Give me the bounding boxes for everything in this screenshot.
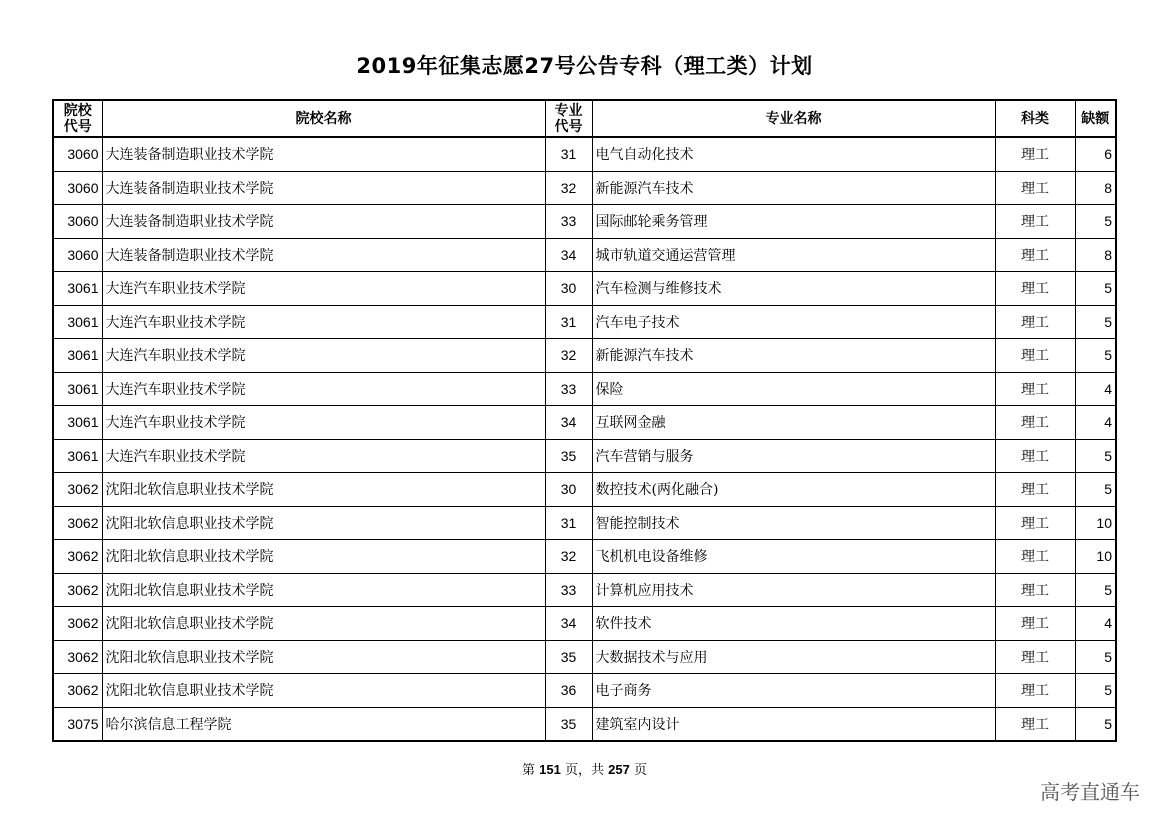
cell-school-code: 3062 xyxy=(53,573,102,607)
cell-major-code: 31 xyxy=(545,305,592,339)
table-row xyxy=(53,238,1116,272)
footer-middle: 页，共 xyxy=(564,763,604,778)
cell-major-name: 国际邮轮乘务管理 xyxy=(592,205,995,239)
cell-major-name: 互联网金融 xyxy=(592,406,995,440)
cell-major-name: 数控技术(两化融合) xyxy=(592,473,995,507)
cell-category: 理工 xyxy=(995,272,1075,306)
cell-school-code: 3061 xyxy=(53,372,102,406)
cell-category: 理工 xyxy=(995,473,1075,507)
cell-quota: 6 xyxy=(1075,137,1116,171)
cell-major-code: 31 xyxy=(545,506,592,540)
cell-school-name: 大连汽车职业技术学院 xyxy=(102,305,545,339)
page-footer xyxy=(0,759,1169,778)
cell-category: 理工 xyxy=(995,406,1075,440)
footer-page-number: 151 xyxy=(539,762,561,777)
cell-school-name: 沈阳北软信息职业技术学院 xyxy=(102,573,545,607)
cell-school-code: 3061 xyxy=(53,439,102,473)
cell-major-code: 34 xyxy=(545,238,592,272)
cell-school-code: 3060 xyxy=(53,137,102,171)
cell-major-name: 电气自动化技术 xyxy=(592,137,995,171)
cell-category: 理工 xyxy=(995,205,1075,239)
cell-major-code: 35 xyxy=(545,640,592,674)
cell-major-code: 36 xyxy=(545,674,592,708)
plan-table xyxy=(52,99,1117,742)
cell-major-code: 34 xyxy=(545,607,592,641)
header-school-name: 院校名称 xyxy=(102,100,545,137)
cell-quota: 5 xyxy=(1075,305,1116,339)
cell-major-code: 33 xyxy=(545,573,592,607)
table-row xyxy=(53,540,1116,574)
cell-quota: 5 xyxy=(1075,439,1116,473)
cell-school-code: 3061 xyxy=(53,272,102,306)
cell-quota: 10 xyxy=(1075,540,1116,574)
footer-prefix: 第 xyxy=(521,763,535,778)
cell-major-code: 35 xyxy=(545,707,592,741)
table-header-row xyxy=(53,100,1116,137)
cell-school-code: 3060 xyxy=(53,171,102,205)
cell-school-name: 大连装备制造职业技术学院 xyxy=(102,205,545,239)
cell-school-code: 3060 xyxy=(53,238,102,272)
footer-suffix: 页 xyxy=(633,763,647,778)
cell-major-code: 30 xyxy=(545,272,592,306)
cell-major-code: 32 xyxy=(545,339,592,373)
table-row xyxy=(53,573,1116,607)
table-row xyxy=(53,506,1116,540)
cell-school-code: 3061 xyxy=(53,339,102,373)
cell-quota: 8 xyxy=(1075,238,1116,272)
cell-category: 理工 xyxy=(995,640,1075,674)
cell-major-name: 软件技术 xyxy=(592,607,995,641)
cell-school-name: 哈尔滨信息工程学院 xyxy=(102,707,545,741)
cell-school-name: 沈阳北软信息职业技术学院 xyxy=(102,640,545,674)
cell-school-code: 3075 xyxy=(53,707,102,741)
cell-major-code: 33 xyxy=(545,372,592,406)
cell-major-code: 35 xyxy=(545,439,592,473)
cell-category: 理工 xyxy=(995,707,1075,741)
cell-quota: 10 xyxy=(1075,506,1116,540)
cell-school-name: 大连装备制造职业技术学院 xyxy=(102,171,545,205)
cell-major-name: 汽车营销与服务 xyxy=(592,439,995,473)
table-row xyxy=(53,372,1116,406)
cell-category: 理工 xyxy=(995,137,1075,171)
cell-category: 理工 xyxy=(995,540,1075,574)
cell-school-name: 大连汽车职业技术学院 xyxy=(102,406,545,440)
header-school-code: 院校代号 xyxy=(53,100,102,137)
cell-school-code: 3062 xyxy=(53,640,102,674)
table-row xyxy=(53,674,1116,708)
cell-school-code: 3062 xyxy=(53,540,102,574)
table-row xyxy=(53,707,1116,741)
cell-major-name: 汽车电子技术 xyxy=(592,305,995,339)
cell-quota: 8 xyxy=(1075,171,1116,205)
cell-major-name: 大数据技术与应用 xyxy=(592,640,995,674)
header-category: 科类 xyxy=(995,100,1075,137)
cell-major-name: 新能源汽车技术 xyxy=(592,339,995,373)
cell-major-code: 34 xyxy=(545,406,592,440)
cell-category: 理工 xyxy=(995,573,1075,607)
cell-school-name: 沈阳北软信息职业技术学院 xyxy=(102,607,545,641)
cell-school-name: 大连装备制造职业技术学院 xyxy=(102,238,545,272)
table-row xyxy=(53,339,1116,373)
cell-school-name: 沈阳北软信息职业技术学院 xyxy=(102,506,545,540)
cell-quota: 4 xyxy=(1075,372,1116,406)
cell-school-name: 沈阳北软信息职业技术学院 xyxy=(102,473,545,507)
cell-quota: 5 xyxy=(1075,707,1116,741)
cell-major-name: 保险 xyxy=(592,372,995,406)
cell-school-name: 沈阳北软信息职业技术学院 xyxy=(102,674,545,708)
cell-major-name: 智能控制技术 xyxy=(592,506,995,540)
table-row xyxy=(53,272,1116,306)
cell-quota: 5 xyxy=(1075,573,1116,607)
cell-major-code: 32 xyxy=(545,540,592,574)
cell-quota: 5 xyxy=(1075,339,1116,373)
cell-school-code: 3061 xyxy=(53,406,102,440)
cell-major-name: 新能源汽车技术 xyxy=(592,171,995,205)
cell-quota: 5 xyxy=(1075,205,1116,239)
cell-category: 理工 xyxy=(995,607,1075,641)
cell-major-name: 计算机应用技术 xyxy=(592,573,995,607)
table-row xyxy=(53,137,1116,171)
cell-category: 理工 xyxy=(995,339,1075,373)
cell-school-name: 大连汽车职业技术学院 xyxy=(102,272,545,306)
cell-major-name: 城市轨道交通运营管理 xyxy=(592,238,995,272)
cell-category: 理工 xyxy=(995,372,1075,406)
cell-school-name: 大连汽车职业技术学院 xyxy=(102,439,545,473)
table-row xyxy=(53,305,1116,339)
cell-quota: 5 xyxy=(1075,640,1116,674)
cell-quota: 5 xyxy=(1075,473,1116,507)
page-title: 2019年征集志愿27号公告专科（理工类）计划 xyxy=(356,54,813,78)
table-row xyxy=(53,205,1116,239)
cell-category: 理工 xyxy=(995,171,1075,205)
cell-category: 理工 xyxy=(995,506,1075,540)
cell-category: 理工 xyxy=(995,238,1075,272)
table-row xyxy=(53,640,1116,674)
cell-school-code: 3061 xyxy=(53,305,102,339)
cell-quota: 5 xyxy=(1075,674,1116,708)
table-row xyxy=(53,406,1116,440)
cell-school-code: 3062 xyxy=(53,607,102,641)
cell-major-name: 电子商务 xyxy=(592,674,995,708)
header-major-name: 专业名称 xyxy=(592,100,995,137)
cell-major-name: 汽车检测与维修技术 xyxy=(592,272,995,306)
watermark-text: 高考直通车 xyxy=(1040,780,1140,804)
cell-quota: 4 xyxy=(1075,406,1116,440)
cell-category: 理工 xyxy=(995,305,1075,339)
cell-major-code: 30 xyxy=(545,473,592,507)
cell-school-name: 大连汽车职业技术学院 xyxy=(102,372,545,406)
footer-total-pages: 257 xyxy=(608,762,630,777)
cell-school-name: 大连汽车职业技术学院 xyxy=(102,339,545,373)
cell-school-code: 3060 xyxy=(53,205,102,239)
table-row xyxy=(53,607,1116,641)
cell-school-code: 3062 xyxy=(53,674,102,708)
cell-category: 理工 xyxy=(995,439,1075,473)
cell-school-code: 3062 xyxy=(53,473,102,507)
header-major-code: 专业代号 xyxy=(545,100,592,137)
cell-major-name: 建筑室内设计 xyxy=(592,707,995,741)
cell-category: 理工 xyxy=(995,674,1075,708)
table-body xyxy=(53,137,1116,741)
cell-quota: 5 xyxy=(1075,272,1116,306)
cell-major-code: 32 xyxy=(545,171,592,205)
cell-major-code: 33 xyxy=(545,205,592,239)
table-row xyxy=(53,171,1116,205)
header-quota: 缺额 xyxy=(1075,100,1116,137)
cell-major-name: 飞机机电设备维修 xyxy=(592,540,995,574)
table-row xyxy=(53,473,1116,507)
cell-school-code: 3062 xyxy=(53,506,102,540)
cell-major-code: 31 xyxy=(545,137,592,171)
cell-school-name: 沈阳北软信息职业技术学院 xyxy=(102,540,545,574)
cell-quota: 4 xyxy=(1075,607,1116,641)
cell-school-name: 大连装备制造职业技术学院 xyxy=(102,137,545,171)
table-row xyxy=(53,439,1116,473)
